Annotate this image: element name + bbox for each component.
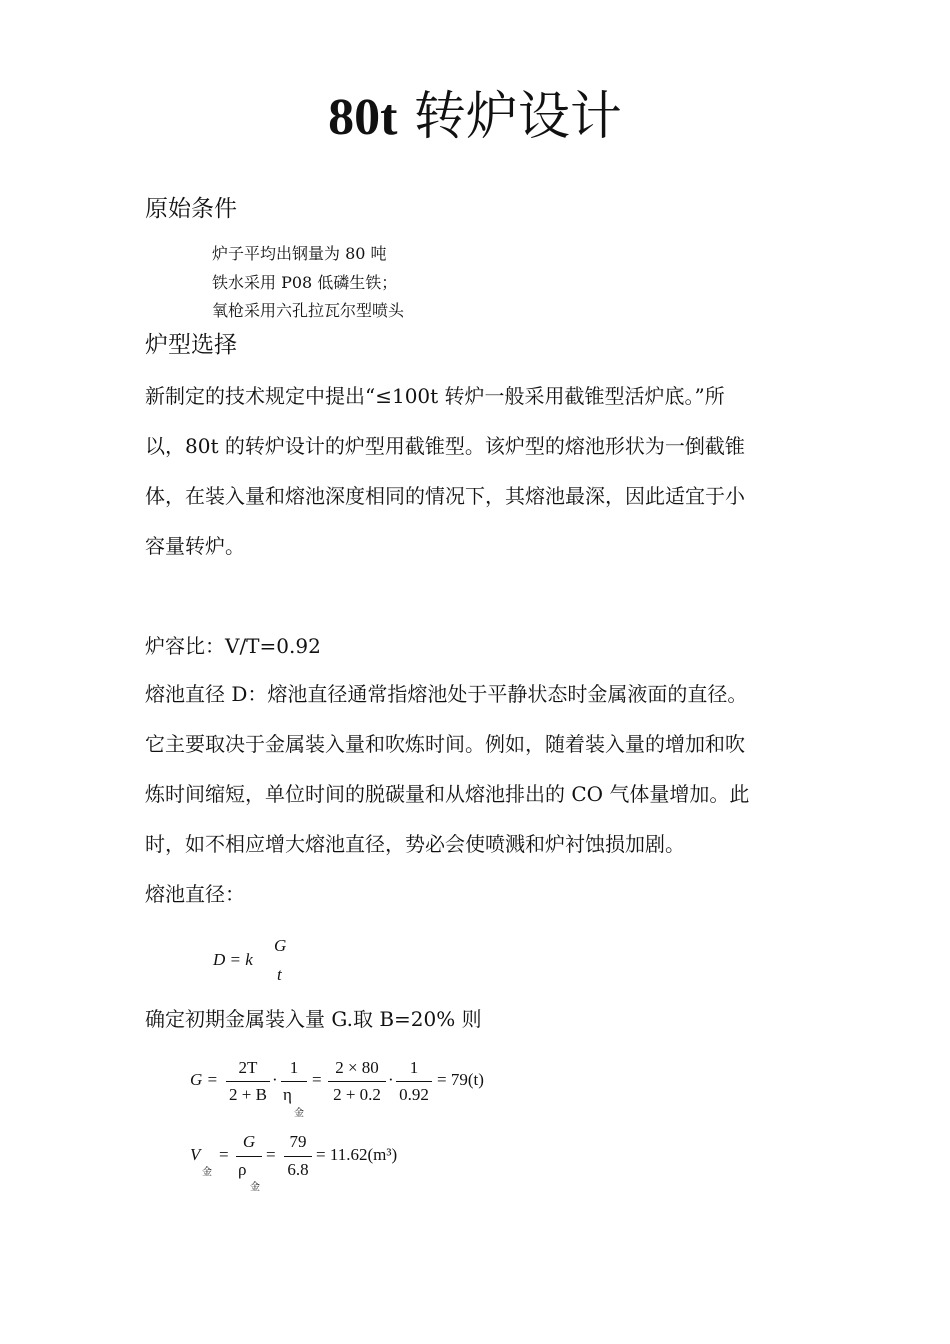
furnace-type-line-4: 容量转炉。 — [145, 534, 245, 558]
formula2-f2-sub: 金 — [294, 1108, 304, 1119]
condition-item-1: 炉子平均出钢量为 80 吨 — [212, 244, 387, 263]
formula3-lhs: V — [190, 1145, 201, 1164]
formula3-eq-2: = — [266, 1145, 276, 1164]
furnace-type-line-2: 以，80t 的转炉设计的炉型用截锥型。该炉型的熔池形状为一倒截锥 — [145, 434, 745, 458]
formula2-f1-num: 2T — [238, 1058, 258, 1077]
formula2-f1-den: 2 + B — [229, 1085, 267, 1104]
formula2-f3-bar — [328, 1081, 386, 1082]
formula2-result: = 79(t) — [437, 1070, 484, 1089]
formula2-dot-2: · — [388, 1070, 394, 1089]
heading-original-conditions: 原始条件 — [145, 196, 237, 222]
determine-line: 确定初期金属装入量 G.取 B=20% 则 — [145, 1007, 482, 1031]
bath-diameter-line-3: 炼时间缩短，单位时间的脱碳量和从熔池排出的 CO 气体量增加。此 — [145, 782, 750, 806]
page-title — [0, 84, 950, 151]
furnace-type-line-1: 新制定的技术规定中提出“≤100t 转炉一般采用截锥型活炉底。”所 — [145, 384, 725, 408]
formula3-f2-den: 6.8 — [287, 1160, 309, 1179]
formula3-lhs-sub: 金 — [202, 1167, 212, 1178]
formula2-f3-num: 2 × 80 — [335, 1058, 379, 1077]
bath-diameter-label: 熔池直径： — [145, 882, 245, 906]
formula2-f1-bar — [226, 1081, 270, 1082]
formula1-num: G — [274, 936, 287, 955]
bath-diameter-line-2: 它主要取决于金属装入量和吹炼时间。例如，随着装入量的增加和吹 — [145, 732, 745, 756]
bath-diameter-line-4: 时，如不相应增大熔池直径，势必会使喷溅和炉衬蚀损加剧。 — [145, 832, 685, 856]
formula2-f4-num: 1 — [409, 1058, 419, 1077]
formula1-den: t — [277, 965, 282, 984]
formula1-lhs: D = k — [213, 950, 253, 969]
condition-item-2: 铁水采用 P08 低磷生铁； — [212, 273, 398, 292]
furnace-type-line-3: 体，在装入量和熔池深度相同的情况下，其熔池最深，因此适宜于小 — [145, 484, 745, 508]
bath-diameter-line-1: 熔池直径 D：熔池直径通常指熔池处于平静状态时金属液面的直径。 — [145, 682, 748, 706]
formula2-f2-den: η — [283, 1085, 292, 1104]
condition-item-3: 氧枪采用六孔拉瓦尔型喷头 — [212, 301, 405, 320]
formula3-f2-num: 79 — [289, 1132, 307, 1151]
title-rest: 转炉设计 — [397, 87, 622, 147]
formula3-f1-den: ρ — [238, 1160, 247, 1179]
formula2-lhs: G = — [190, 1070, 218, 1089]
formula3-result: = 11.62(m³) — [316, 1145, 398, 1164]
formula2-f4-den: 0.92 — [399, 1085, 429, 1104]
formula3-f1-bar — [236, 1156, 262, 1157]
formula2-f2-num: 1 — [289, 1058, 299, 1077]
formula2-dot-1: · — [272, 1070, 278, 1089]
heading-furnace-type: 炉型选择 — [145, 332, 237, 358]
title-bold: 80t — [328, 89, 398, 146]
formula2-f4-bar — [396, 1081, 432, 1082]
formula3-f2-bar — [284, 1156, 312, 1157]
formula3-f1-num: G — [242, 1132, 256, 1151]
formula2-eq-1: = — [312, 1070, 322, 1089]
formula2-f2-bar — [281, 1081, 307, 1082]
formula3-eq-1: = — [219, 1145, 229, 1164]
formula2-f3-den: 2 + 0.2 — [333, 1085, 381, 1104]
formula3-f1-sub: 金 — [250, 1182, 260, 1193]
capacity-ratio: 炉容比：V/T=0.92 — [145, 634, 321, 658]
